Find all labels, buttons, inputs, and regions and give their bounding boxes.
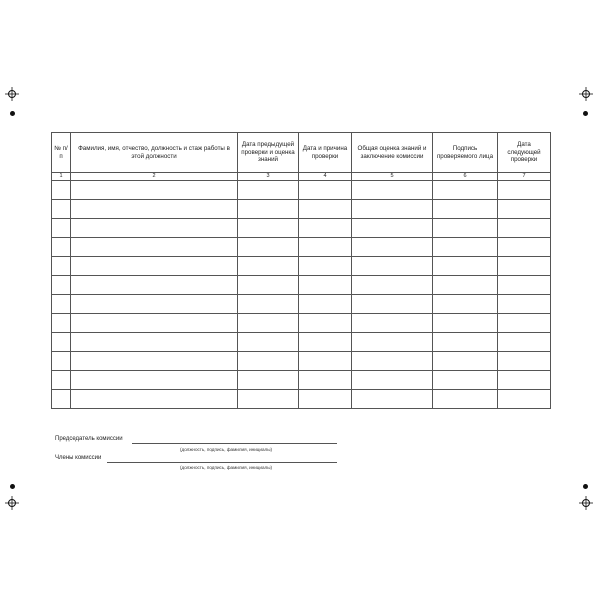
- table-row: [52, 237, 551, 256]
- table-cell[interactable]: [498, 313, 551, 332]
- table-cell[interactable]: [498, 180, 551, 199]
- chairman-label: Председатель комиссии: [55, 436, 123, 442]
- column-number-row: [52, 173, 551, 181]
- table-row: [52, 351, 551, 370]
- table-row: [52, 332, 551, 351]
- table-cell[interactable]: [299, 351, 352, 370]
- table-cell[interactable]: [433, 275, 498, 294]
- table-cell[interactable]: [52, 313, 71, 332]
- table-cell[interactable]: [433, 389, 498, 408]
- header-full-name-position: Фамилия, имя, отчество, должность и стаж работы в этой должности: [71, 133, 238, 173]
- table-cell[interactable]: [433, 180, 498, 199]
- table-cell[interactable]: [352, 294, 433, 313]
- table-row: [52, 199, 551, 218]
- table-cell[interactable]: [299, 237, 352, 256]
- table-cell[interactable]: [352, 218, 433, 237]
- table-cell[interactable]: [352, 351, 433, 370]
- table-cell[interactable]: [299, 332, 352, 351]
- table-cell[interactable]: [498, 294, 551, 313]
- registration-dot-top-left: [10, 111, 15, 116]
- table-cell[interactable]: [71, 199, 238, 218]
- table-cell[interactable]: [299, 294, 352, 313]
- column-number: 7: [498, 173, 551, 181]
- table-cell[interactable]: [71, 370, 238, 389]
- table-cell[interactable]: [498, 332, 551, 351]
- table-cell[interactable]: [71, 256, 238, 275]
- table-row: [52, 218, 551, 237]
- column-number: 2: [71, 173, 238, 181]
- table-cell[interactable]: [52, 199, 71, 218]
- table-cell[interactable]: [71, 389, 238, 408]
- chairman-signature-line[interactable]: [132, 443, 337, 444]
- header-check-date-reason: Дата и причина проверки: [299, 133, 352, 173]
- table-cell[interactable]: [352, 370, 433, 389]
- table-cell[interactable]: [433, 351, 498, 370]
- table-cell[interactable]: [299, 218, 352, 237]
- column-number: 4: [299, 173, 352, 181]
- table-cell[interactable]: [238, 389, 299, 408]
- table-cell[interactable]: [238, 199, 299, 218]
- registration-dot-bottom-left: [10, 484, 15, 489]
- table-cell[interactable]: [498, 275, 551, 294]
- column-number: 5: [352, 173, 433, 181]
- table-row: [52, 294, 551, 313]
- table-cell[interactable]: [299, 313, 352, 332]
- registration-dot-bottom-right: [583, 484, 588, 489]
- header-row-number: № п/п: [52, 133, 71, 173]
- knowledge-check-journal-table: [51, 132, 551, 409]
- table-cell[interactable]: [352, 256, 433, 275]
- table-cell[interactable]: [238, 237, 299, 256]
- registration-dot-top-right: [583, 111, 588, 116]
- table-header-row: [52, 133, 551, 173]
- table-row: [52, 389, 551, 408]
- table-cell[interactable]: [238, 332, 299, 351]
- table-cell[interactable]: [299, 199, 352, 218]
- table-cell[interactable]: [71, 218, 238, 237]
- table-cell[interactable]: [352, 332, 433, 351]
- table-cell[interactable]: [433, 370, 498, 389]
- chairman-hint: (должность, подпись, фамилия, инициалы): [180, 447, 273, 452]
- table-body: [52, 180, 551, 408]
- table-cell[interactable]: [433, 199, 498, 218]
- table-cell[interactable]: [52, 218, 71, 237]
- table-row: [52, 313, 551, 332]
- registration-mark-bottom-right: [579, 496, 593, 510]
- table-cell[interactable]: [52, 389, 71, 408]
- table-cell[interactable]: [299, 370, 352, 389]
- table-cell[interactable]: [498, 199, 551, 218]
- table-cell[interactable]: [71, 294, 238, 313]
- table-row: [52, 275, 551, 294]
- table-cell[interactable]: [433, 218, 498, 237]
- table-cell[interactable]: [52, 275, 71, 294]
- table-cell[interactable]: [52, 256, 71, 275]
- column-number: 6: [433, 173, 498, 181]
- table-cell[interactable]: [433, 332, 498, 351]
- table-cell[interactable]: [352, 313, 433, 332]
- members-label: Члены комиссии: [55, 455, 102, 461]
- table-row: [52, 180, 551, 199]
- table-cell[interactable]: [52, 237, 71, 256]
- table-cell[interactable]: [433, 313, 498, 332]
- table-cell[interactable]: [433, 294, 498, 313]
- table-cell[interactable]: [238, 370, 299, 389]
- table-cell[interactable]: [299, 180, 352, 199]
- table-cell[interactable]: [71, 237, 238, 256]
- table-cell[interactable]: [238, 180, 299, 199]
- registration-mark-top-right: [579, 87, 593, 101]
- header-overall-assessment: Общая оценка знаний и заключение комиссии: [352, 133, 433, 173]
- table-cell[interactable]: [52, 351, 71, 370]
- table-cell[interactable]: [498, 218, 551, 237]
- table-cell[interactable]: [52, 370, 71, 389]
- table-cell[interactable]: [299, 256, 352, 275]
- table-row: [52, 256, 551, 275]
- table-cell[interactable]: [433, 256, 498, 275]
- members-hint: (должность, подпись, фамилия, инициалы): [180, 465, 273, 470]
- table-cell[interactable]: [352, 180, 433, 199]
- table-cell[interactable]: [238, 275, 299, 294]
- table-cell[interactable]: [498, 256, 551, 275]
- table-cell[interactable]: [71, 332, 238, 351]
- header-signature: Подпись проверяемого лица: [433, 133, 498, 173]
- column-number: 3: [238, 173, 299, 181]
- table-cell[interactable]: [71, 313, 238, 332]
- table-cell[interactable]: [352, 237, 433, 256]
- table-cell[interactable]: [238, 313, 299, 332]
- table-cell[interactable]: [238, 294, 299, 313]
- table-cell[interactable]: [238, 351, 299, 370]
- table-cell[interactable]: [52, 294, 71, 313]
- members-signature-line[interactable]: [107, 462, 337, 463]
- table-cell[interactable]: [71, 180, 238, 199]
- registration-mark-bottom-left: [5, 496, 19, 510]
- column-number: 1: [52, 173, 71, 181]
- table-row: [52, 370, 551, 389]
- table-cell[interactable]: [433, 237, 498, 256]
- table-cell[interactable]: [498, 351, 551, 370]
- table-cell[interactable]: [498, 389, 551, 408]
- table-cell[interactable]: [52, 332, 71, 351]
- table-cell[interactable]: [498, 237, 551, 256]
- table-cell[interactable]: [299, 275, 352, 294]
- table-cell[interactable]: [71, 275, 238, 294]
- table-cell[interactable]: [52, 180, 71, 199]
- table-cell[interactable]: [352, 199, 433, 218]
- table-cell[interactable]: [352, 275, 433, 294]
- header-next-check-date: Дата следующей проверки: [498, 133, 551, 173]
- table-cell[interactable]: [238, 218, 299, 237]
- table-cell[interactable]: [498, 370, 551, 389]
- table-cell[interactable]: [238, 256, 299, 275]
- table-cell[interactable]: [71, 351, 238, 370]
- table-cell[interactable]: [299, 389, 352, 408]
- registration-mark-top-left: [5, 87, 19, 101]
- header-previous-check-date: Дата предыдущей проверки и оценка знаний: [238, 133, 299, 173]
- table-cell[interactable]: [352, 389, 433, 408]
